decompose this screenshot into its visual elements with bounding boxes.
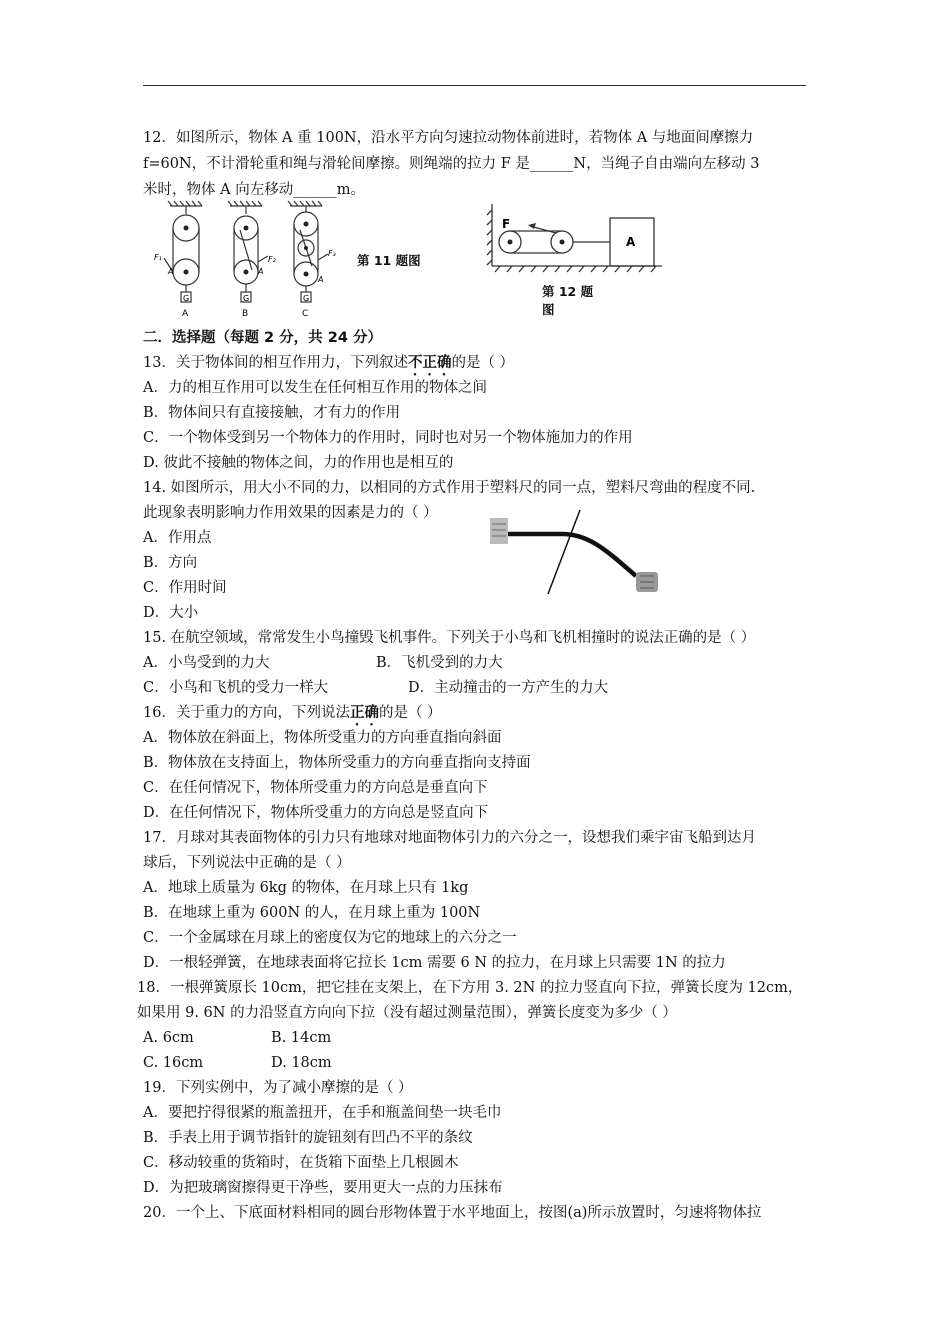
fig11-weight-label-c: G — [303, 294, 310, 303]
q14-option-c: C．作用时间 — [143, 580, 227, 596]
fig11-force-f3: F₃ — [328, 249, 336, 258]
q19-option-c: C．移动较重的货箱时，在货箱下面垫上几根圆木 — [143, 1155, 459, 1171]
q19-option-b: B．手表上用于调节指针的旋钮刻有凹凸不平的条纹 — [143, 1130, 473, 1146]
q15-option-a: A．小鸟受到的力大 — [143, 655, 270, 671]
q17-option-a: A．地球上质量为 6kg 的物体，在月球上只有 1kg — [143, 880, 469, 896]
fig11-label-a: A — [182, 309, 189, 319]
q18-option-a: A. 6cm — [143, 1030, 194, 1046]
q16-stem-emphasis: 正确 — [349, 705, 379, 721]
q15-option-c: C．小鸟和飞机的受力一样大 — [143, 680, 329, 696]
q17-line-1: 17．月球对其表面物体的引力只有地球对地面物体引力的六分之一，设想我们乘宇宙飞船到达月 — [143, 830, 756, 846]
q13-stem-emphasis: 不正确 — [407, 355, 452, 371]
q14-line-1: 14. 如图所示，用大小不同的力，以相同的方式作用于塑料尺的同一点，塑料尺弯曲的程度不同. — [143, 480, 756, 496]
fig11-point-a2: A — [258, 267, 264, 276]
q16-stem-pre: 16．关于重力的方向，下列说法 — [143, 705, 350, 721]
q13-option-a: A．力的相互作用可以发生在任何相互作用的物体之间 — [143, 380, 487, 396]
q19-stem: 19．下列实例中，为了减小摩擦的是（ ） — [143, 1080, 413, 1096]
q17-option-d: D．一根轻弹簧，在地球表面将它拉长 1cm 需要 6 N 的拉力，在月球上只需要 1N 的拉力 — [143, 955, 726, 971]
fig11-weight-label-a: G — [183, 294, 190, 303]
figure-14-ruler — [490, 506, 662, 598]
q13-stem-pre: 13．关于物体间的相互作用力，下列叙述 — [143, 355, 408, 371]
fig11-force-f1: F₁ — [154, 253, 162, 262]
q13-option-b: B．物体间只有直接接触，才有力的作用 — [143, 405, 401, 421]
fig11-label-c: C — [302, 309, 309, 319]
q14-option-a: A．作用点 — [143, 530, 212, 546]
q18-option-d: D. 18cm — [271, 1055, 332, 1071]
q16-option-b: B．物体放在支持面上，物体所受重力的方向垂直指向支持面 — [143, 755, 531, 771]
q17-line-2: 球后，下列说法中正确的是（ ） — [143, 855, 351, 871]
figure-11-caption: 第 11 题图 — [357, 253, 421, 268]
q18-line-1: 18．一根弹簧原长 10cm，把它挂在支架上，在下方用 3. 2N 的拉力竖直向下拉，弹簧长度为 12cm， — [137, 980, 803, 996]
fig12-force-label: F — [502, 217, 511, 231]
q16-stem-post: 的是（ ） — [378, 705, 442, 721]
q13-option-d: D. 彼此不接触的物体之间，力的作用也是相互的 — [143, 455, 454, 471]
q15-option-b: B．飞机受到的力大 — [376, 655, 503, 671]
fig11-force-f2: F₂ — [268, 255, 276, 264]
q15-stem: 15. 在航空领域，常常发生小鸟撞毁飞机事件。下列关于小鸟和飞机相撞时的说法正确的是（ ） — [143, 630, 756, 646]
figure-12-caption-1: 第 12 题 — [542, 284, 594, 299]
q12-line-3: 米时，物体 A 向左移动______m。 — [143, 182, 365, 198]
fig11-point-a3: A — [318, 275, 324, 284]
q19-option-a: A．要把拧得很紧的瓶盖扭开，在手和瓶盖间垫一块毛巾 — [143, 1105, 502, 1121]
q13-stem-post: 的是（ ） — [451, 355, 515, 371]
q17-option-b: B．在地球上重为 600N 的人，在月球上重为 100N — [143, 905, 481, 921]
figure-12-diagram — [486, 200, 666, 275]
figure-11-pulleys — [150, 200, 360, 320]
header-rule — [143, 85, 806, 86]
q16-stem — [143, 703, 442, 729]
q14-line-2: 此现象表明影响力作用效果的因素是力的（ ） — [143, 505, 438, 521]
q17-option-c: C．一个金属球在月球上的密度仅为它的地球上的六分之一 — [143, 930, 517, 946]
q19-option-d: D．为把玻璃窗擦得更干净些，要用更大一点的力压抹布 — [143, 1180, 503, 1196]
q12-line-2: f=60N，不计滑轮重和绳与滑轮间摩擦。则绳端的拉力 F 是______N，当绳子自由端向左移动 3 — [143, 156, 760, 172]
q14-option-d: D．大小 — [143, 605, 199, 621]
fig11-label-b: B — [242, 309, 249, 319]
q13-option-c: C．一个物体受到另一个物体力的作用时，同时也对另一个物体施加力的作用 — [143, 430, 633, 446]
q16-option-d: D．在任何情况下，物体所受重力的方向总是竖直向下 — [143, 805, 489, 821]
q13-stem — [143, 353, 514, 379]
q20-line-1: 20．一个上、下底面材料相同的圆台形物体置于水平地面上，按图(a)所示放置时，匀速将物体拉 — [143, 1205, 762, 1221]
fig11-weight-label-b: G — [243, 294, 250, 303]
q16-option-a: A．物体放在斜面上，物体所受重力的方向垂直指向斜面 — [143, 730, 502, 746]
q18-line-2: 如果用 9. 6N 的力沿竖直方向向下拉（没有超过测量范围），弹簧长度变为多少（ ） — [137, 1005, 677, 1021]
q12-line-1: 12．如图所示，物体 A 重 100N，沿水平方向匀速拉动物体前进时，若物体 A 与地面间摩擦力 — [143, 130, 754, 146]
q16-option-c: C．在任何情况下，物体所受重力的方向总是垂直向下 — [143, 780, 488, 796]
fig11-point-a1: A — [168, 267, 174, 276]
q18-option-b: B. 14cm — [271, 1030, 332, 1046]
section-2-title: 二．选择题（每题 2 分，共 24 分） — [143, 330, 382, 346]
figure-12-caption-2: 图 — [542, 302, 555, 317]
q15-option-d: D．主动撞击的一方产生的力大 — [408, 680, 609, 696]
fig12-block-label: A — [626, 235, 636, 249]
q18-option-c: C. 16cm — [143, 1055, 204, 1071]
q14-option-b: B．方向 — [143, 555, 198, 571]
